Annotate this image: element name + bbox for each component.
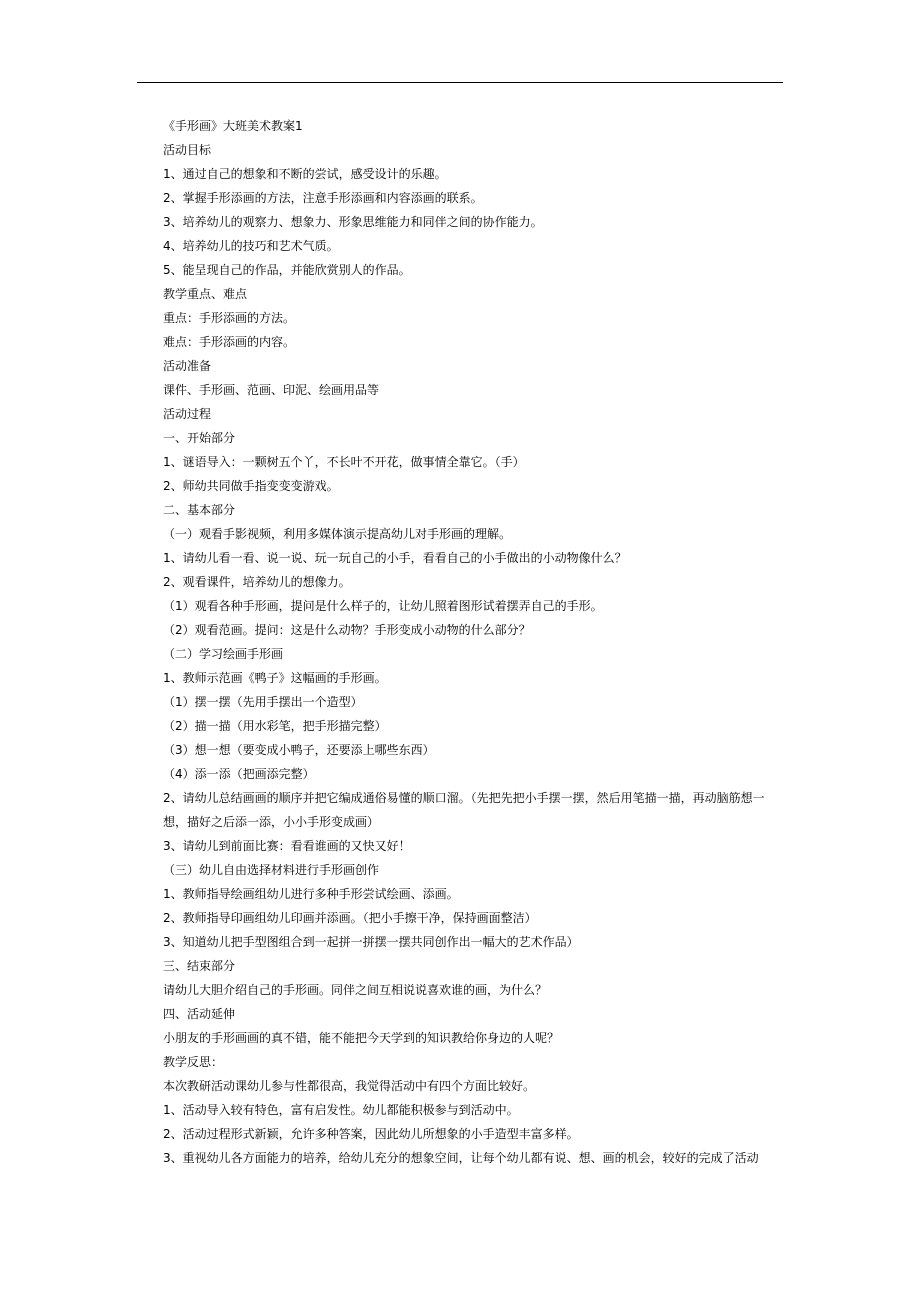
paragraph: 请幼儿大胆介绍自己的手形画。同伴之间互相说说喜欢谁的画，为什么？ [163, 983, 548, 997]
paragraph: 1、教师示范画《鸭子》这幅画的手形画。 [163, 671, 387, 685]
paragraph: 课件、手形画、范画、印泥、绘画用品等 [163, 383, 380, 397]
paragraph: （2）观看范画。提问：这是什么动物？手形变成小动物的什么部分？ [163, 623, 531, 637]
section-heading: 活动准备 [163, 359, 212, 373]
paragraph: 2、请幼儿总结画画的顺序并把它编成通俗易懂的顺口溜。（先把先把小手摆一摆，然后用笔描一描，再动脑筋想一想，描好之后添一添，小小手形变成画） [163, 791, 765, 829]
section-heading: 活动目标 [163, 143, 212, 157]
section-heading: 二、基本部分 [163, 503, 236, 517]
subsection-heading: （三）幼儿自由选择材料进行手形画创作 [163, 863, 380, 877]
paragraph: （3）想一想（要变成小鸭子，还要添上哪些东西） [163, 743, 435, 757]
paragraph: 小朋友的手形画画的真不错，能不能把今天学到的知识教给你身边的人呢？ [163, 1031, 560, 1045]
document-body [138, 114, 784, 1170]
section-heading: 四、活动延伸 [163, 1007, 236, 1021]
paragraph: 2、教师指导印画组幼儿印画并添画。（把小手擦干净，保持画面整洁） [163, 911, 537, 925]
document-title: 《手形画》大班美术教案1 [163, 119, 303, 133]
section-heading: 教学反思： [163, 1055, 224, 1069]
paragraph: （一）观看手影视频，利用多媒体演示提高幼儿对手形画的理解。 [163, 527, 512, 541]
paragraph: （2）描一描（用水彩笔，把手形描完整） [163, 719, 387, 733]
paragraph: 1、活动导入较有特色，富有启发性。幼儿都能积极参与到活动中。 [163, 1103, 519, 1117]
paragraph: 2、活动过程形式新颖，允许多种答案，因此幼儿所想象的小手造型丰富多样。 [163, 1127, 579, 1141]
paragraph: 2、掌握手形添画的方法，注意手形添画和内容添画的联系。 [163, 191, 483, 205]
paragraph: 难点：手形添画的内容。 [163, 335, 296, 349]
paragraph: 重点：手形添画的方法。 [163, 311, 296, 325]
section-heading: 活动过程 [163, 407, 212, 421]
paragraph: 1、谜语导入：一颗树五个丫，不长叶不开花，做事情全靠它。（手） [163, 455, 525, 469]
paragraph: 1、请幼儿看一看、说一说、玩一玩自己的小手，看看自己的小手做出的小动物像什么？ [163, 551, 627, 565]
paragraph: 3、培养幼儿的观察力、想象力、形象思维能力和同伴之间的协作能力。 [163, 215, 543, 229]
paragraph: 4、培养幼儿的技巧和艺术气质。 [163, 239, 339, 253]
paragraph: 5、能呈现自己的作品，并能欣赏别人的作品。 [163, 263, 411, 277]
paragraph: 本次教研活动课幼儿参与性都很高，我觉得活动中有四个方面比较好。 [163, 1079, 536, 1093]
section-heading: 教学重点、难点 [163, 287, 248, 301]
paragraph: （4）添一添（把画添完整） [163, 767, 315, 781]
paragraph: 2、观看课件，培养幼儿的想像力。 [163, 575, 351, 589]
header-rule [137, 82, 783, 83]
paragraph: 3、请幼儿到前面比赛：看看谁画的又快又好！ [163, 839, 411, 853]
paragraph: 3、知道幼儿把手型图组合到一起拼一拼摆一摆共同创作出一幅大的艺术作品） [163, 935, 579, 949]
subsection-heading: （二）学习绘画手形画 [163, 647, 284, 661]
paragraph: 1、通过自己的想象和不断的尝试，感受设计的乐趣。 [163, 167, 447, 181]
section-heading: 一、开始部分 [163, 431, 236, 445]
paragraph: 3、重视幼儿各方面能力的培养，给幼儿充分的想象空间，让每个幼儿都有说、想、画的机会，较好的完成了活动 [163, 1151, 759, 1165]
paragraph: 1、教师指导绘画组幼儿进行多种手形尝试绘画、添画。 [163, 887, 459, 901]
section-heading: 三、结束部分 [163, 959, 236, 973]
paragraph: （1）摆一摆（先用手摆出一个造型） [163, 695, 363, 709]
paragraph: 2、师幼共同做手指变变变游戏。 [163, 479, 339, 493]
paragraph: （1）观看各种手形画，提问是什么样子的，让幼儿照着图形试着摆弄自己的手形。 [163, 599, 603, 613]
